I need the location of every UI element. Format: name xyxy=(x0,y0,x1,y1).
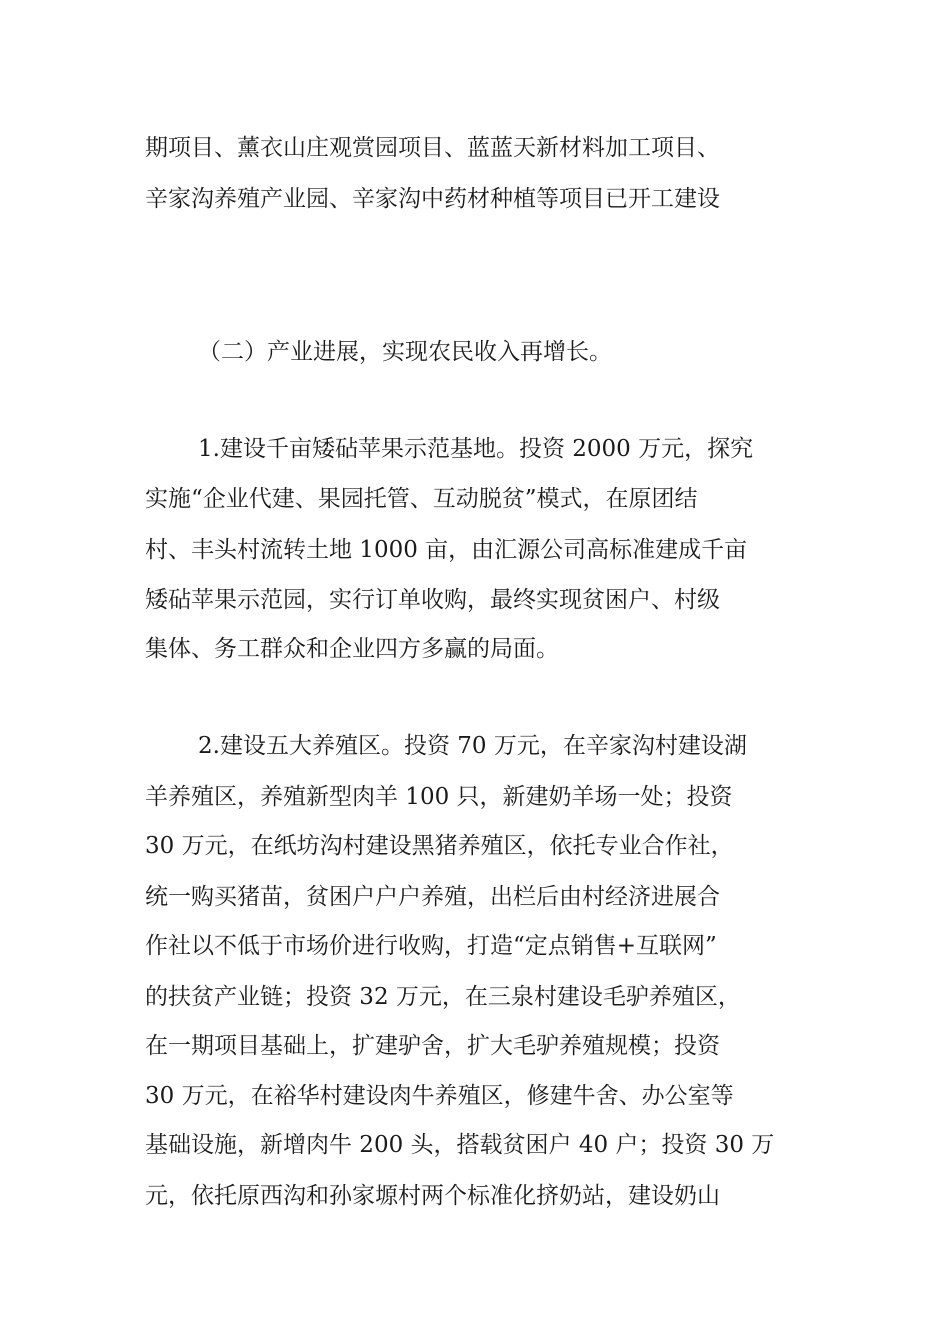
text-line: 在一期项目基础上，扩建驴舍，扩大毛驴养殖规模；投资 xyxy=(145,1033,720,1059)
text-line: 期项目、薰衣山庄观赏园项目、蓝蓝天新材料加工项目、 xyxy=(145,135,720,161)
text-line: 实施“企业代建、果园托管、互动脱贫”模式，在原团结 xyxy=(145,486,698,512)
text-line: 作社以不低于市场价进行收购，打造“定点销售+互联网” xyxy=(145,933,717,959)
text-line: 1.建设千亩矮砧苹果示范基地。投资 2000 万元，探究 xyxy=(198,436,754,462)
text-line: 矮砧苹果示范园，实行订单收购，最终实现贫困户、村级 xyxy=(145,587,720,613)
text-line: 30 万元，在裕华村建设肉牛养殖区，修建牛舍、办公室等 xyxy=(145,1083,734,1109)
text-line: 辛家沟养殖产业园、辛家沟中药材种植等项目已开工建设 xyxy=(145,186,720,212)
section-heading: （二）产业进展，实现农民收入再增长。 xyxy=(198,339,612,365)
text-line: 集体、务工群众和企业四方多赢的局面。 xyxy=(145,636,559,662)
text-line: 2.建设五大养殖区。投资 70 万元，在辛家沟村建设湖 xyxy=(198,733,747,759)
text-line: 羊养殖区，养殖新型肉羊 100 只，新建奶羊场一处；投资 xyxy=(145,784,733,810)
text-line: 村、丰头村流转土地 1000 亩，由汇源公司高标准建成千亩 xyxy=(145,537,748,563)
text-line: 的扶贫产业链；投资 32 万元，在三泉村建设毛驴养殖区， xyxy=(145,984,741,1010)
text-line: 元，依托原西沟和孙家塬村两个标准化挤奶站，建设奶山 xyxy=(145,1183,720,1209)
text-line: 统一购买猪苗，贫困户户户养殖，出栏后由村经济进展合 xyxy=(145,884,720,910)
text-line: 基础设施，新增肉牛 200 头，搭载贫困户 40 户；投资 30 万 xyxy=(145,1132,775,1158)
text-line: 30 万元，在纸坊沟村建设黑猪养殖区，依托专业合作社， xyxy=(145,833,734,859)
